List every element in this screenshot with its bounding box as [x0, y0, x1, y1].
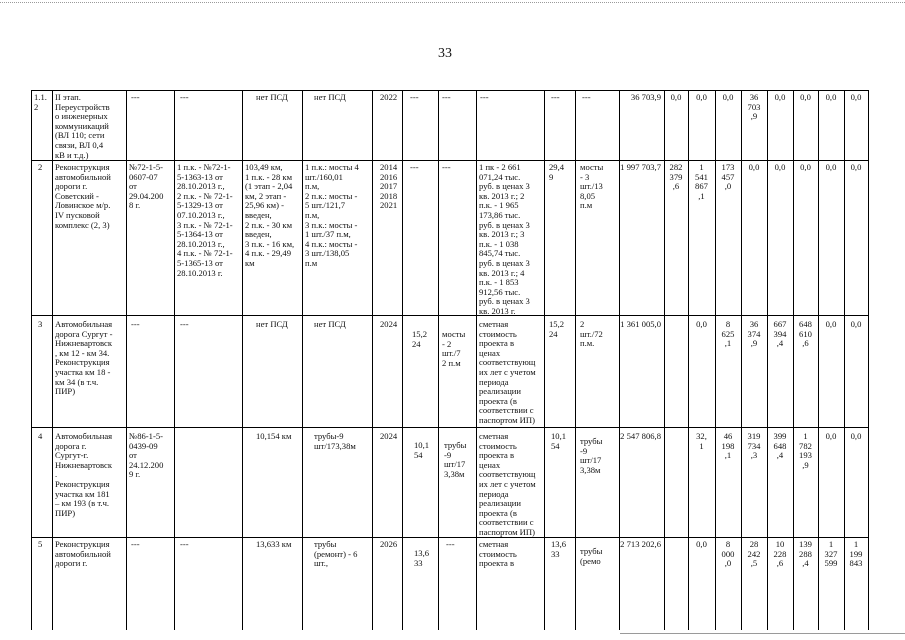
cell-num: 2: [38, 162, 43, 172]
cell-length: нет ПСД: [256, 319, 288, 329]
cell-pk: 1 п.к. - №72-1- 5-1363-13 от 28.10.2013 г., 2 п.к. - № 72-1- 5-1329-13 от 07.10.2013 г., 3 п.к. - № 72-1- 5-1364-13 от 28.10.2013 г., 4 п.к. - № 72-1- 5-1365-13 от 28.10.2013 г.: [177, 162, 233, 278]
grid-line: [302, 90, 303, 630]
cell-objects: 1 п.к.: мосты 4 шт./160,01 п.м, 2 п.к.: мосты - 5 шт./121,7 п.м, 3 п.к.: мосты - 1 шт./37 п.м, 4 п.к.: мосты - 3 шт./138,05 п.м: [305, 162, 359, 268]
cell-cost: сметная стоимость проекта в ценах соответствующ их лет с учетом периода реализации проекта (в соответствии с паспортом ИП): [479, 319, 536, 425]
cell-y2: 0,0: [696, 539, 707, 549]
cell-qty: 15,2 24: [412, 329, 428, 349]
grid-line: [31, 537, 868, 538]
cell-years: 2026: [380, 539, 398, 549]
cell-num: 5: [38, 539, 43, 549]
grid-line: [31, 160, 868, 161]
cell-objects: нет ПСД: [314, 319, 346, 329]
cell-y5: 0,0: [774, 92, 786, 102]
cell-name: Реконструкция автомобильной дороги г.: [55, 539, 111, 569]
cell-objects: нет ПСД: [314, 92, 346, 102]
cell-qty2: 13,6 33: [551, 539, 567, 559]
cell-doc-no: ---: [131, 539, 140, 549]
cell-num: 3: [38, 319, 43, 329]
cell-y5: 399 648 ,4: [773, 431, 787, 461]
cell-doc-no: ---: [131, 319, 140, 329]
cell-years: 2024: [380, 319, 398, 329]
cell-unit2: ---: [582, 92, 591, 102]
cell-y6: 0,0: [800, 92, 811, 102]
cell-pk: ---: [180, 92, 189, 102]
cell-unit: ---: [442, 162, 451, 172]
cell-unit: ---: [446, 539, 455, 549]
cell-length: 10,154 км: [256, 431, 292, 441]
cell-qty: ---: [410, 162, 419, 172]
cell-y4: 0,0: [748, 162, 760, 172]
cell-qty: 10,1 54: [414, 440, 430, 460]
cell-y2: 0,0: [696, 319, 707, 329]
cell-unit: ---: [442, 92, 451, 102]
cell-unit2: 2 шт./72 п.м.: [580, 319, 603, 349]
cell-y8: 0,0: [850, 162, 862, 172]
grid-line: [868, 90, 869, 630]
cell-total: 1 361 005,0: [620, 319, 661, 329]
cell-name: Реконструкция автомобильной дороги г. Советский - Ловинское м/р. IV пусковой комплекс (2, 3): [55, 162, 111, 230]
cell-years: 2024: [380, 431, 398, 441]
cell-y3: 46 198 ,1: [721, 431, 735, 461]
cell-y6: 648 610 ,6: [799, 319, 812, 349]
grid-line: [476, 90, 477, 630]
cell-y2: 1 541 867 ,1: [695, 162, 708, 201]
cell-length: нет ПСД: [256, 92, 288, 102]
page-number: 33: [438, 46, 452, 61]
cell-total: 1 997 703,7: [620, 162, 661, 172]
cell-years: 2014 2016 2017 2018 2021: [380, 162, 398, 211]
cell-y8: 0,0: [850, 431, 862, 441]
cell-y7: 1 327 599: [824, 539, 838, 569]
cell-pk: ---: [180, 319, 189, 329]
cell-y3: 173 457 ,0: [721, 162, 735, 192]
grid-line: [31, 90, 868, 91]
grid-line: [126, 90, 127, 630]
cell-y5: 667 394 ,4: [773, 319, 787, 349]
cell-pk: ---: [180, 539, 189, 549]
grid-line: [242, 90, 243, 630]
grid-line: [402, 90, 403, 630]
cell-y8: 0,0: [850, 92, 862, 102]
cell-y8: 1 199 843: [849, 539, 863, 569]
cell-y7: 0,0: [825, 162, 837, 172]
cell-name: II этап. Переустройств о инженерных коммуникаций (ВЛ 110; сети связи, ВЛ 0,4 кВ и т.д.): [55, 92, 110, 160]
cell-num: 4: [38, 431, 43, 441]
cell-length: 13,633 км: [256, 539, 292, 549]
cell-qty: 13,6 33: [414, 548, 430, 568]
cell-total: 36 703,9: [630, 92, 661, 102]
cell-total: 2 713 202,6: [620, 539, 661, 549]
cell-num: 1.1. 2: [34, 92, 47, 112]
cell-y7: 0,0: [825, 319, 837, 329]
cell-y1: 282 379 ,6: [669, 162, 683, 192]
cell-doc-no: №72-1-5- 0607-07 от 29.04.200 8 г.: [129, 162, 164, 211]
cell-y5: 10 228 ,6: [773, 539, 787, 569]
cell-doc-no: ---: [131, 92, 140, 102]
cell-y2: 0,0: [696, 92, 707, 102]
grid-line: [31, 315, 868, 316]
cell-y1: 0,0: [670, 92, 682, 102]
cell-qty2: 29,4 9: [549, 162, 565, 182]
cell-cost: ---: [480, 92, 489, 102]
grid-line: [372, 90, 373, 630]
grid-line: [31, 427, 868, 428]
cell-y2: 32, 1: [696, 431, 707, 451]
cell-y4: 319 734 ,3: [747, 431, 761, 461]
cell-cost: сметная стоимость проекта в: [479, 539, 517, 569]
cell-y4: 36 703 ,9: [747, 92, 761, 122]
cell-cost: 1 пк - 2 661 071,24 тыс. руб. в ценах 3 кв. 2013 г.; 2 п.к. - 1 965 173,86 тыс. руб. в ценах 3 кв. 2013 г.; 3 п.к. - 1 038 845,74 тыс. руб. в ценах 3 кв. 2013 г.; 4 п.к. - 1 853 912,56 тыс. руб. в ценах 3 кв. 2013 г.: [479, 162, 530, 316]
cell-total: 2 547 806,8: [620, 431, 661, 441]
cell-unit2: трубы (ремо: [580, 546, 603, 566]
cell-y4: 36 374 ,9: [747, 319, 761, 349]
cell-qty2: 15,2 24: [549, 319, 565, 339]
cell-cost: сметная стоимость проекта в ценах соответствующ их лет с учетом периода реализации проекта (в соответствии с паспортом ИП): [479, 431, 536, 537]
cell-objects: трубы (ремонт) - 6 шт.,: [314, 539, 358, 569]
cell-name: Автомобильная дорога г. Сургут-г. Нижневартовск . Реконструкция участка км 181 – км 193 (в т.ч. ПИР): [55, 431, 113, 518]
cell-y6: 0,0: [800, 162, 811, 172]
cell-unit: трубы -9 шт/17 3,38м: [444, 440, 467, 479]
cell-length: 103,49 км, 1 п.к. - 28 км (1 этап - 2,04 км, 2 этап - 25,96 км) - введен, 2 п.к. - 30 км введен, 3 п.к. - 16 км, 4 п.к. - 29,49 км: [245, 162, 295, 268]
cell-y6: 139 288 ,4: [799, 539, 812, 569]
grid-line: [575, 90, 576, 630]
cell-y8: 0,0: [850, 319, 862, 329]
cell-unit2: трубы -9 шт/17 3,38м: [580, 436, 603, 475]
cell-y4: 28 242 ,5: [747, 539, 761, 569]
cell-doc-no: №86-1-5- 0439-09 от 24.12.200 9 г.: [129, 431, 164, 480]
cell-y3: 8 000 ,0: [721, 539, 735, 569]
cell-years: 2022: [380, 92, 398, 102]
cell-unit2: мосты - 3 шт./13 8,05 п.м: [580, 162, 604, 211]
cell-y6: 1 782 193 ,9: [799, 431, 812, 470]
cell-y3: 0,0: [722, 92, 734, 102]
cell-objects: трубы-9 шт/173,38м: [314, 431, 356, 451]
cell-y7: 0,0: [825, 92, 837, 102]
grid-line: [174, 90, 175, 630]
cell-y5: 0,0: [774, 162, 786, 172]
cell-name: Автомобильная дорога Сургут - Нижневартовск , км 12 - км 34. Реконструкция участка км 18 - км 34 (в т.ч. ПИР): [55, 319, 113, 397]
grid-line: [31, 90, 32, 630]
grid-line: [52, 90, 53, 630]
cell-qty2: 10,1 54: [551, 431, 567, 451]
grid-line: [438, 90, 439, 630]
cell-qty: ---: [410, 92, 419, 102]
cell-qty2: ---: [551, 92, 560, 102]
cell-y7: 0,0: [825, 431, 837, 441]
cell-y3: 8 625 ,1: [721, 319, 735, 349]
grid-line: [544, 90, 545, 630]
cell-unit: мосты - 2 шт./7 2 п.м: [442, 329, 466, 368]
